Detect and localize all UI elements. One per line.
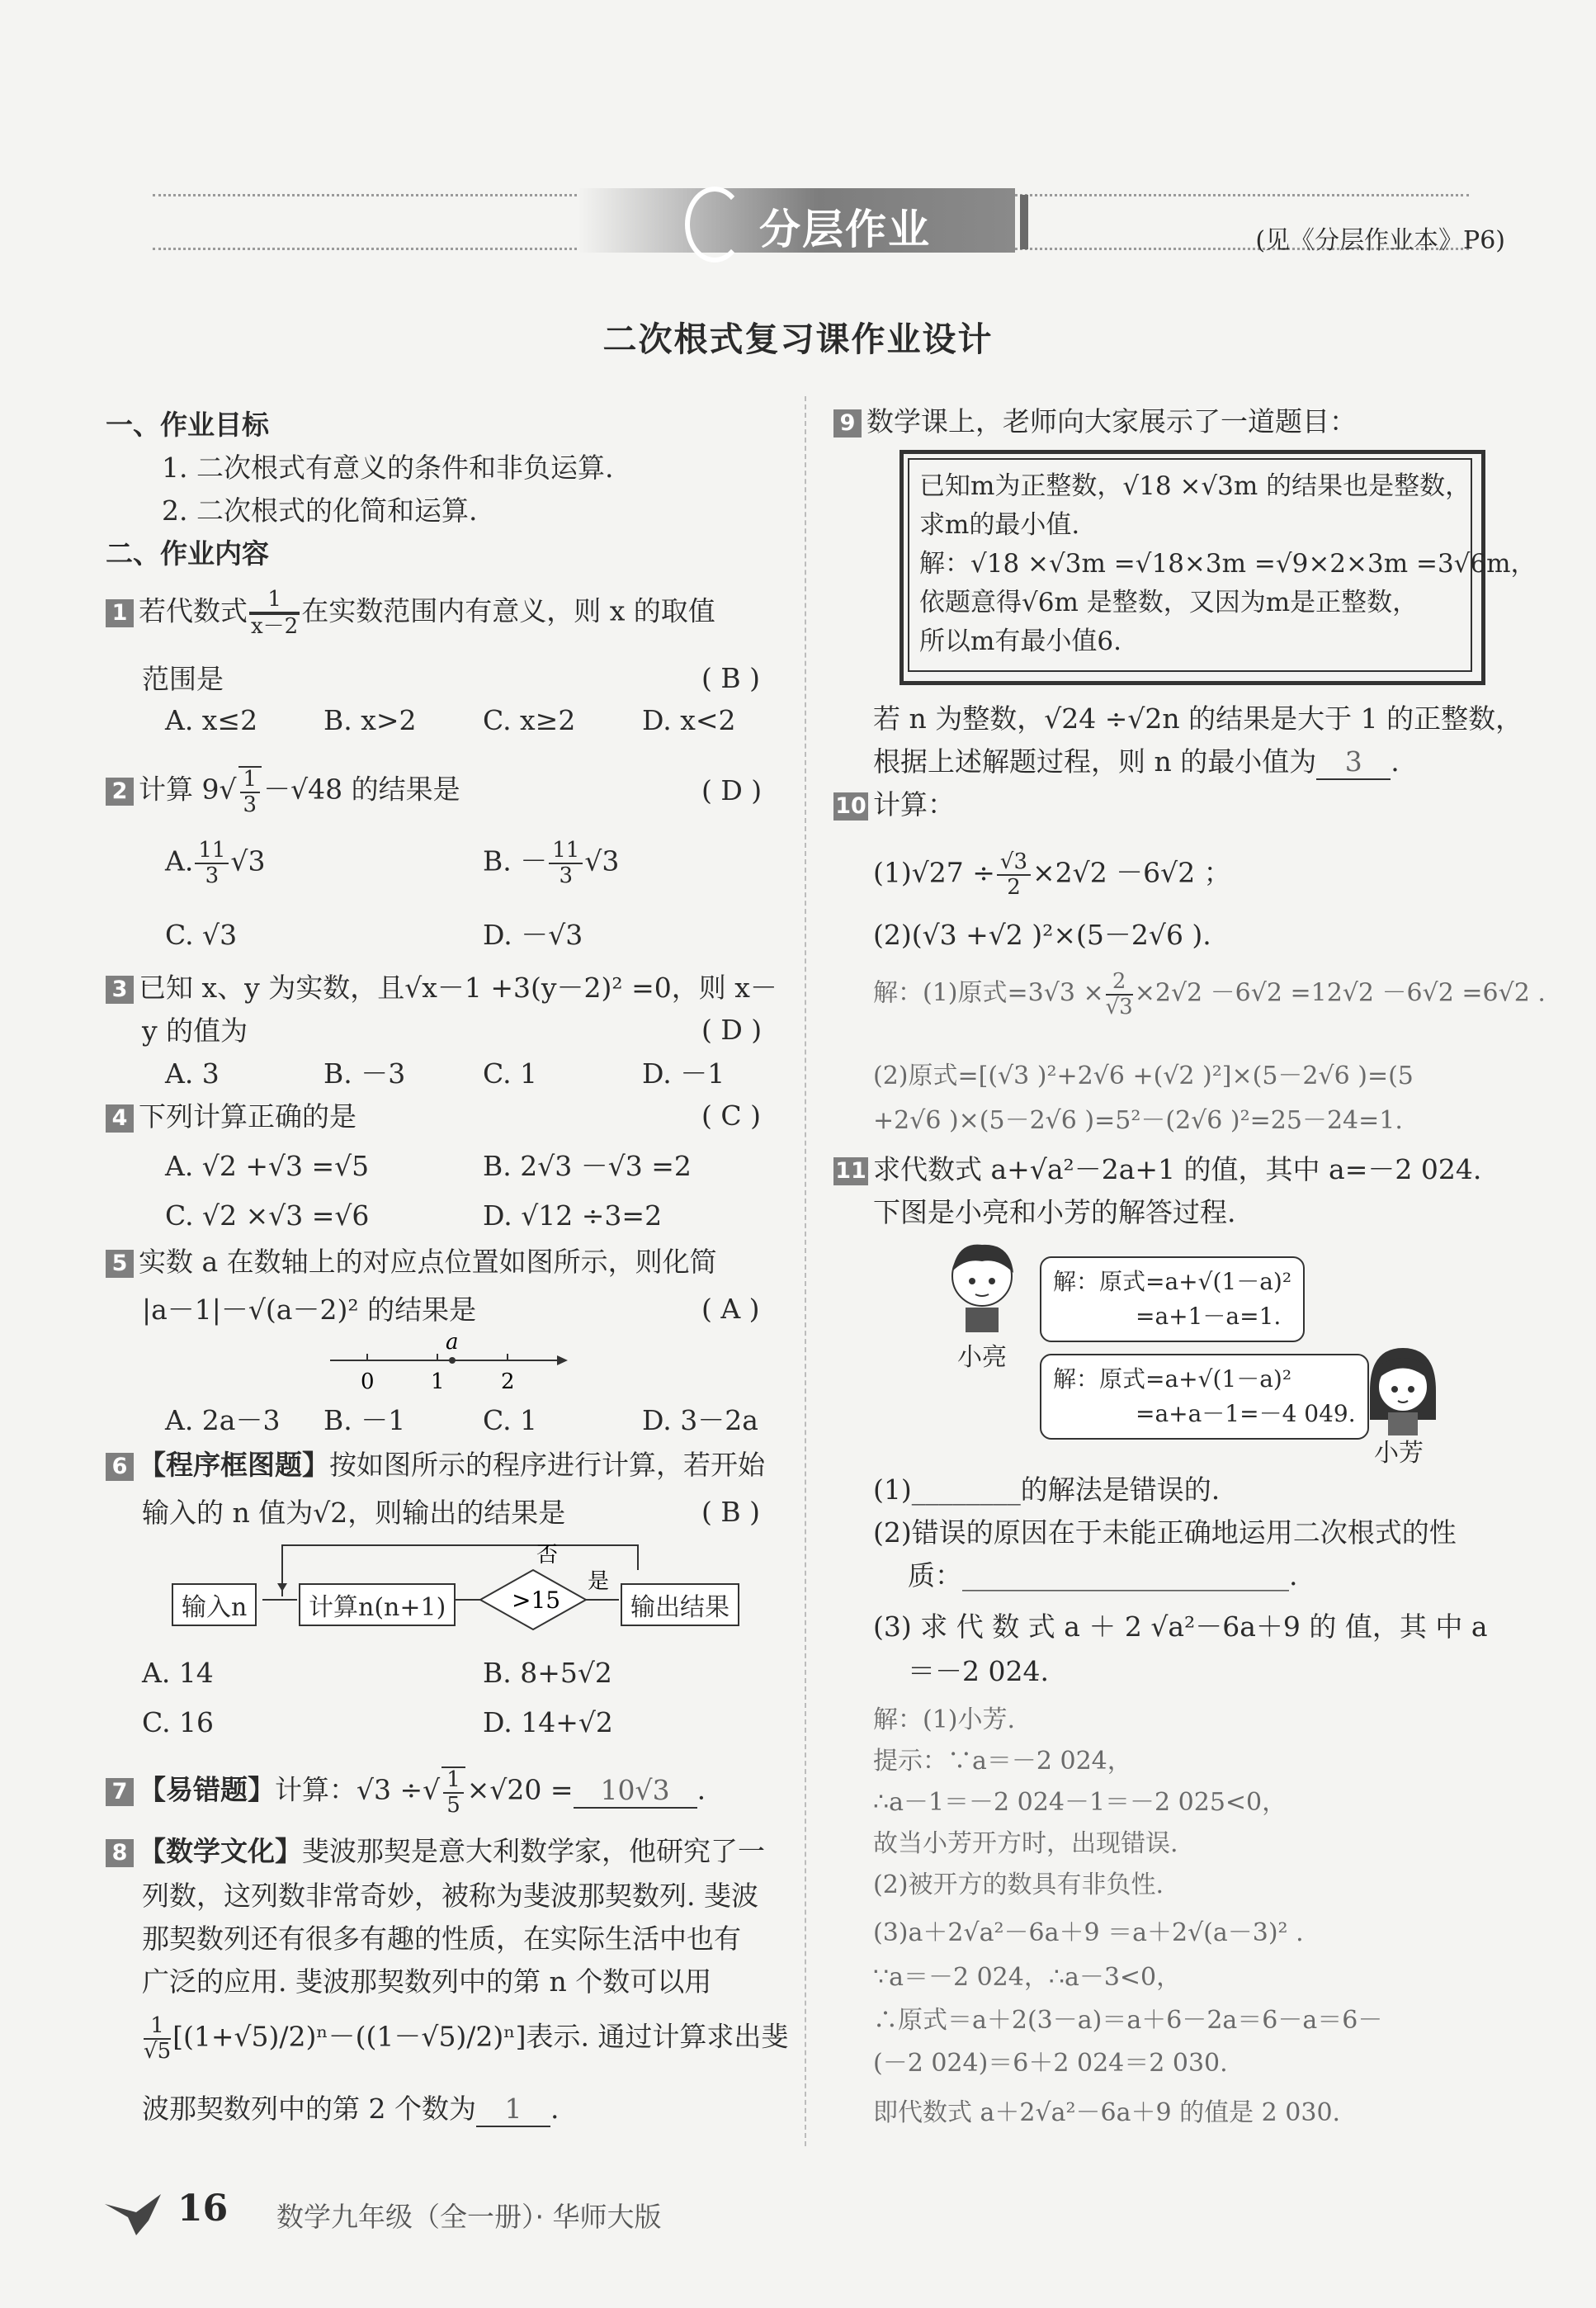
q10-s1-num: 2 bbox=[1106, 970, 1133, 996]
q1-stem bbox=[106, 588, 715, 638]
q2-option-d: D. －√3 bbox=[483, 919, 583, 951]
q8-line4: 广泛的应用. 斐波那契数列中的第 n 个数可以用 bbox=[142, 1965, 712, 1998]
q2-pre: 计算 9 bbox=[139, 773, 220, 806]
q6-option-b: B. 8+5√2 bbox=[483, 1657, 612, 1689]
q3-answer: ( D ) bbox=[701, 1014, 763, 1046]
q2-frac-num: 1 bbox=[240, 768, 261, 793]
q4-option-d: D. √12 ÷3=2 bbox=[483, 1199, 663, 1232]
q4-number: 4 bbox=[106, 1104, 134, 1133]
q7-fraction bbox=[441, 1766, 465, 1817]
xiaofang-avatar bbox=[1362, 1341, 1444, 1440]
page-title: 二次根式复习课作业设计 bbox=[602, 319, 994, 359]
q6-tag: 【程序框图题】 bbox=[139, 1449, 329, 1481]
xiaoliang-avatar bbox=[941, 1237, 1023, 1336]
q11-sol-9: (－2 024)＝6＋2 024＝2 030. bbox=[873, 2049, 1228, 2078]
q9-box-line1: 已知m为正整数，√18 ×√3m 的结果也是整数， bbox=[919, 471, 1471, 501]
q5-label-2: 2 bbox=[501, 1369, 515, 1394]
q5-option-b: B. －1 bbox=[323, 1404, 406, 1436]
q9-line3-text: 根据上述解题过程，则 n 的最小值为 bbox=[873, 745, 1317, 778]
banner-swirl-icon bbox=[685, 187, 744, 262]
q10-stem bbox=[833, 787, 955, 821]
q2-a-den: 3 bbox=[205, 863, 220, 888]
q2-b-label: B. － bbox=[483, 844, 548, 877]
q2-fraction bbox=[238, 766, 262, 816]
xiaoliang-name: 小亮 bbox=[957, 1343, 1007, 1372]
q2-a-num: 11 bbox=[195, 839, 229, 864]
q8-line6 bbox=[142, 2092, 559, 2127]
q3-number: 3 bbox=[106, 976, 134, 1004]
q5-label-1: 1 bbox=[431, 1369, 445, 1394]
footer-bird-icon bbox=[103, 2187, 169, 2237]
q1-fraction bbox=[249, 588, 300, 638]
q10-p1-num: √3 bbox=[997, 850, 1031, 876]
q5-point-a bbox=[449, 1357, 456, 1364]
q4-option-c: C. √2 ×√3 =√6 bbox=[165, 1199, 370, 1232]
q6-box-compute: 计算n(n+1) bbox=[299, 1583, 456, 1626]
q8-prefactor-den: √5 bbox=[144, 2038, 172, 2064]
q11-part1: (1)________的解法是错误的. bbox=[873, 1473, 1221, 1506]
q6-no-label: 否 bbox=[536, 1543, 559, 1568]
q11-part2: (2)错误的原因在于未能正确地运用二次根式的性 bbox=[873, 1516, 1457, 1549]
q1-frac-num: 1 bbox=[249, 588, 300, 613]
q7-pre: 计算：√3 ÷ bbox=[275, 1773, 423, 1806]
q2-a-label: A. bbox=[165, 844, 194, 877]
q8-end: . bbox=[550, 2093, 560, 2125]
q11-stem bbox=[833, 1152, 1481, 1186]
xiaoliang-line2: =a+1－a=1. bbox=[1136, 1303, 1282, 1330]
q3-option-d: D. －1 bbox=[642, 1057, 725, 1090]
q3-option-b: B. －3 bbox=[323, 1057, 406, 1090]
q9-end: . bbox=[1391, 745, 1400, 778]
q6-loop-arrow bbox=[277, 1583, 287, 1591]
q10-s1-pre: 解：(1)原式=3√3 × bbox=[873, 978, 1104, 1008]
q5-stem bbox=[106, 1245, 717, 1279]
q4-option-b: B. 2√3 －√3 =2 bbox=[483, 1150, 692, 1182]
xiaofang-line1: 解：原式=a+√(1－a)² bbox=[1053, 1365, 1292, 1393]
q6-box-output: 输出结果 bbox=[621, 1583, 739, 1626]
q11-line1: 求代数式 a+√a²－2a+1 的值，其中 a=－2 024. bbox=[873, 1153, 1482, 1185]
q11-sol-4: 故当小芳开方时，出现错误. bbox=[873, 1829, 1178, 1858]
q5-line1: 实数 a 在数轴上的对应点位置如图所示，则化简 bbox=[139, 1246, 717, 1278]
q2-option-c: C. √3 bbox=[165, 919, 238, 951]
q6-yes-label: 是 bbox=[588, 1569, 610, 1594]
q4-line1: 下列计算正确的是 bbox=[139, 1100, 357, 1133]
q8-line6-text: 波那契数列中的第 2 个数为 bbox=[142, 2093, 476, 2125]
q4-stem bbox=[106, 1100, 357, 1133]
q6-stem bbox=[106, 1448, 765, 1482]
q8-line2: 列数，这列数非常奇妙，被称为斐波那契数列. 斐波 bbox=[142, 1880, 758, 1912]
q2-number: 2 bbox=[106, 778, 134, 806]
banner-mark bbox=[1020, 195, 1028, 249]
q5-line2: |a－1|－√(a－2)² 的结果是 bbox=[142, 1294, 477, 1326]
section-goals: 一、作业目标 bbox=[106, 409, 269, 441]
q3-option-a: A. 3 bbox=[165, 1057, 220, 1090]
xiaofang-name: 小芳 bbox=[1374, 1439, 1424, 1468]
q10-part1 bbox=[873, 850, 1231, 899]
q6-option-d: D. 14+√2 bbox=[483, 1706, 613, 1738]
column-divider bbox=[805, 396, 806, 2146]
q8-formula: [(1+√5)/2)ⁿ－((1－√5)/2)ⁿ] bbox=[172, 2020, 526, 2053]
q3-line2: y 的值为 bbox=[142, 1014, 248, 1047]
q7-frac-den: 5 bbox=[446, 1792, 460, 1818]
q11-sol-8: ∴原式＝a＋2(3－a)＝a＋6－2a＝6－a＝6－ bbox=[873, 2006, 1383, 2035]
goal-2: 2. 二次根式的化简和运算. bbox=[162, 494, 478, 527]
q1-option-b: B. x>2 bbox=[323, 704, 417, 736]
q7-end: . bbox=[696, 1773, 706, 1806]
q6-option-c: C. 16 bbox=[142, 1706, 215, 1738]
q11-part3b: ＝－2 024. bbox=[908, 1655, 1049, 1687]
q2-post: －√48 的结果是 bbox=[263, 773, 460, 806]
xiaoliang-bubble bbox=[1040, 1256, 1305, 1342]
q10-solution1 bbox=[873, 970, 1546, 1019]
section-content: 二、作业内容 bbox=[106, 537, 269, 570]
q6-condition: >15 bbox=[512, 1587, 561, 1614]
q9-answer: 3 bbox=[1316, 745, 1391, 780]
q9-box-line2: 求m的最小值. bbox=[919, 510, 1080, 540]
q2-b-den: 3 bbox=[559, 863, 574, 888]
q2-root-sign: √ bbox=[219, 773, 237, 806]
q2-a-root: √3 bbox=[230, 844, 266, 877]
q9-line3 bbox=[873, 745, 1400, 780]
q8-line5-post: 表示. 通过计算求出斐 bbox=[526, 2020, 789, 2053]
page-number: 16 bbox=[177, 2187, 229, 2230]
q7-frac-num: 1 bbox=[443, 1768, 464, 1794]
q8-line5 bbox=[142, 2014, 788, 2063]
q2-b-root: √3 bbox=[584, 844, 620, 877]
q11-sol-3: ∴a－1＝－2 024－1＝－2 025<0， bbox=[873, 1788, 1287, 1817]
q6-line1: 按如图所示的程序进行计算，若开始 bbox=[329, 1449, 765, 1481]
q9-box-line4: 依题意得√6m 是整数，又因为m是正整数， bbox=[919, 588, 1419, 617]
header-reference: (见《分层作业本》P6) bbox=[1255, 226, 1505, 255]
q6-line2: 输入的 n 值为√2，则输出的结果是 bbox=[142, 1497, 566, 1529]
q11-sol-1: 解：(1)小芳. bbox=[873, 1705, 1016, 1734]
q1-number: 1 bbox=[106, 599, 134, 627]
q2-answer: ( D ) bbox=[701, 774, 763, 806]
q7-answer: 10√3 bbox=[574, 1773, 697, 1809]
q8-answer: 1 bbox=[476, 2092, 550, 2127]
q2-stem bbox=[106, 766, 460, 816]
q7-tag: 【易错题】 bbox=[139, 1773, 275, 1806]
q9-line1: 数学课上，老师向大家展示了一道题目： bbox=[866, 405, 1357, 437]
q1-frac-den: x－2 bbox=[251, 613, 299, 639]
q11-sol-5: (2)被开方的数具有非负性. bbox=[873, 1871, 1164, 1899]
q11-sol-10: 即代数式 a＋2√a²－6a＋9 的值是 2 030. bbox=[873, 2098, 1341, 2127]
q9-box-line5: 所以m有最小值6. bbox=[919, 627, 1121, 656]
q6-box-input: 输入n bbox=[172, 1583, 257, 1626]
banner-title: 分层作业 bbox=[759, 206, 931, 253]
q2-b-num: 11 bbox=[549, 839, 583, 864]
xiaoliang-line1: 解：原式=a+√(1－a)² bbox=[1053, 1268, 1292, 1295]
q10-p1-post: ×2√2 －6√2 ； bbox=[1032, 856, 1231, 889]
q9-number: 9 bbox=[833, 409, 862, 437]
q2-b-frac bbox=[549, 839, 583, 887]
q4-answer: ( C ) bbox=[701, 1100, 761, 1132]
q2-a-frac bbox=[195, 839, 229, 887]
q2-option-a bbox=[165, 839, 265, 887]
q7-number: 7 bbox=[106, 1778, 134, 1806]
q1-post: 在实数范围内有意义，则 x 的取值 bbox=[301, 594, 715, 627]
q10-line1: 计算： bbox=[873, 788, 955, 821]
q8-number: 8 bbox=[106, 1839, 134, 1867]
q5-answer: ( A ) bbox=[701, 1293, 760, 1325]
q3-line1: 已知 x、y 为实数，且√x－1 +3(y－2)² =0，则 x－ bbox=[139, 972, 777, 1004]
q7-post: ×√20 = bbox=[466, 1773, 574, 1806]
q5-label-0: 0 bbox=[361, 1369, 375, 1394]
q11-sol-2: 提示：∵a＝－2 024， bbox=[873, 1747, 1132, 1776]
q10-p1-den: 2 bbox=[1007, 874, 1021, 900]
q5-option-d: D. 3－2a bbox=[642, 1404, 758, 1436]
q2-frac-den: 3 bbox=[243, 792, 257, 817]
q8-prefactor-num: 1 bbox=[144, 2014, 171, 2040]
q8-prefactor bbox=[144, 2014, 171, 2063]
q10-solution2: (2)原式=[(√3 )²+2√6 +(√2 )²]×(5－2√6 )=(5 bbox=[873, 1062, 1414, 1090]
q2-option-b bbox=[483, 839, 619, 887]
q10-s1-den: √3 bbox=[1105, 994, 1133, 1019]
q5-option-a: A. 2a－3 bbox=[165, 1404, 281, 1436]
q10-s1-frac bbox=[1106, 970, 1133, 1019]
q5-number-line bbox=[322, 1331, 569, 1397]
q9-line2: 若 n 为整数，√24 ÷√2n 的结果是大于 1 的正整数， bbox=[873, 702, 1523, 735]
q1-option-d: D. x<2 bbox=[642, 704, 736, 736]
q9-stem bbox=[833, 404, 1357, 438]
q3-option-c: C. 1 bbox=[483, 1057, 538, 1090]
q4-option-a: A. √2 +√3 =√5 bbox=[165, 1150, 370, 1182]
q10-solution3: +2√6 )×(5－2√6 )=5²－(2√6 )²=25－24=1. bbox=[873, 1106, 1403, 1135]
q8-tag: 【数学文化】 bbox=[139, 1835, 302, 1867]
q7-stem bbox=[106, 1766, 706, 1817]
q1-pre: 若代数式 bbox=[139, 594, 248, 627]
q11-sol-6: (3)a＋2√a²－6a＋9 ＝a＋2√(a－3)² . bbox=[873, 1918, 1304, 1947]
xiaofang-line2: =a+a－1=－4 049. bbox=[1136, 1400, 1356, 1427]
q8-line3: 那契数列还有很多有趣的性质，在实际生活中也有 bbox=[142, 1923, 741, 1955]
q10-p1-pre: (1)√27 ÷ bbox=[873, 856, 995, 889]
q10-s1-post: ×2√2 －6√2 =12√2 －6√2 =6√2 . bbox=[1134, 978, 1546, 1008]
goal-1: 1. 二次根式有意义的条件和非负运算. bbox=[162, 452, 614, 484]
q5-axis-arrow bbox=[557, 1355, 568, 1365]
q1-option-c: C. x≥2 bbox=[483, 704, 576, 736]
q6-option-a: A. 14 bbox=[142, 1657, 214, 1689]
q5-label-a: a bbox=[446, 1331, 459, 1355]
q11-line2: 下图是小亮和小芳的解答过程. bbox=[873, 1196, 1236, 1228]
footer-book-title: 数学九年级（全一册）· 华师大版 bbox=[276, 2201, 662, 2233]
q10-part2: (2)(√3 +√2 )²×(5－2√6 ). bbox=[873, 919, 1211, 951]
q11-sol-7: ∵a＝－2 024，∴a－3<0， bbox=[873, 1963, 1182, 1992]
q10-number: 10 bbox=[833, 792, 868, 821]
q5-number: 5 bbox=[106, 1250, 134, 1278]
xiaofang-bubble bbox=[1040, 1354, 1369, 1440]
q1-option-a: A. x≤2 bbox=[165, 704, 258, 736]
q1-answer: ( B ) bbox=[701, 662, 760, 694]
q10-p1-frac bbox=[997, 850, 1031, 899]
q6-answer: ( B ) bbox=[701, 1496, 760, 1528]
q5-option-c: C. 1 bbox=[483, 1404, 538, 1436]
q9-box-line3: 解：√18 ×√3m =√18×3m =√9×2×3m =3√6m， bbox=[919, 549, 1537, 579]
q8-stem bbox=[106, 1834, 765, 1868]
q6-number: 6 bbox=[106, 1453, 134, 1481]
q11-part2b: 质：________________________. bbox=[908, 1559, 1298, 1591]
q8-line1: 斐波那契是意大利数学家，他研究了一 bbox=[302, 1835, 765, 1867]
q11-number: 11 bbox=[833, 1157, 868, 1185]
q3-stem bbox=[106, 971, 777, 1005]
q1-line2: 范围是 bbox=[142, 663, 224, 695]
q11-part3: (3) 求 代 数 式 a ＋ 2 √a²－6a＋9 的 值，其 中 a bbox=[873, 1610, 1488, 1643]
q7-root-sign: √ bbox=[423, 1773, 441, 1806]
